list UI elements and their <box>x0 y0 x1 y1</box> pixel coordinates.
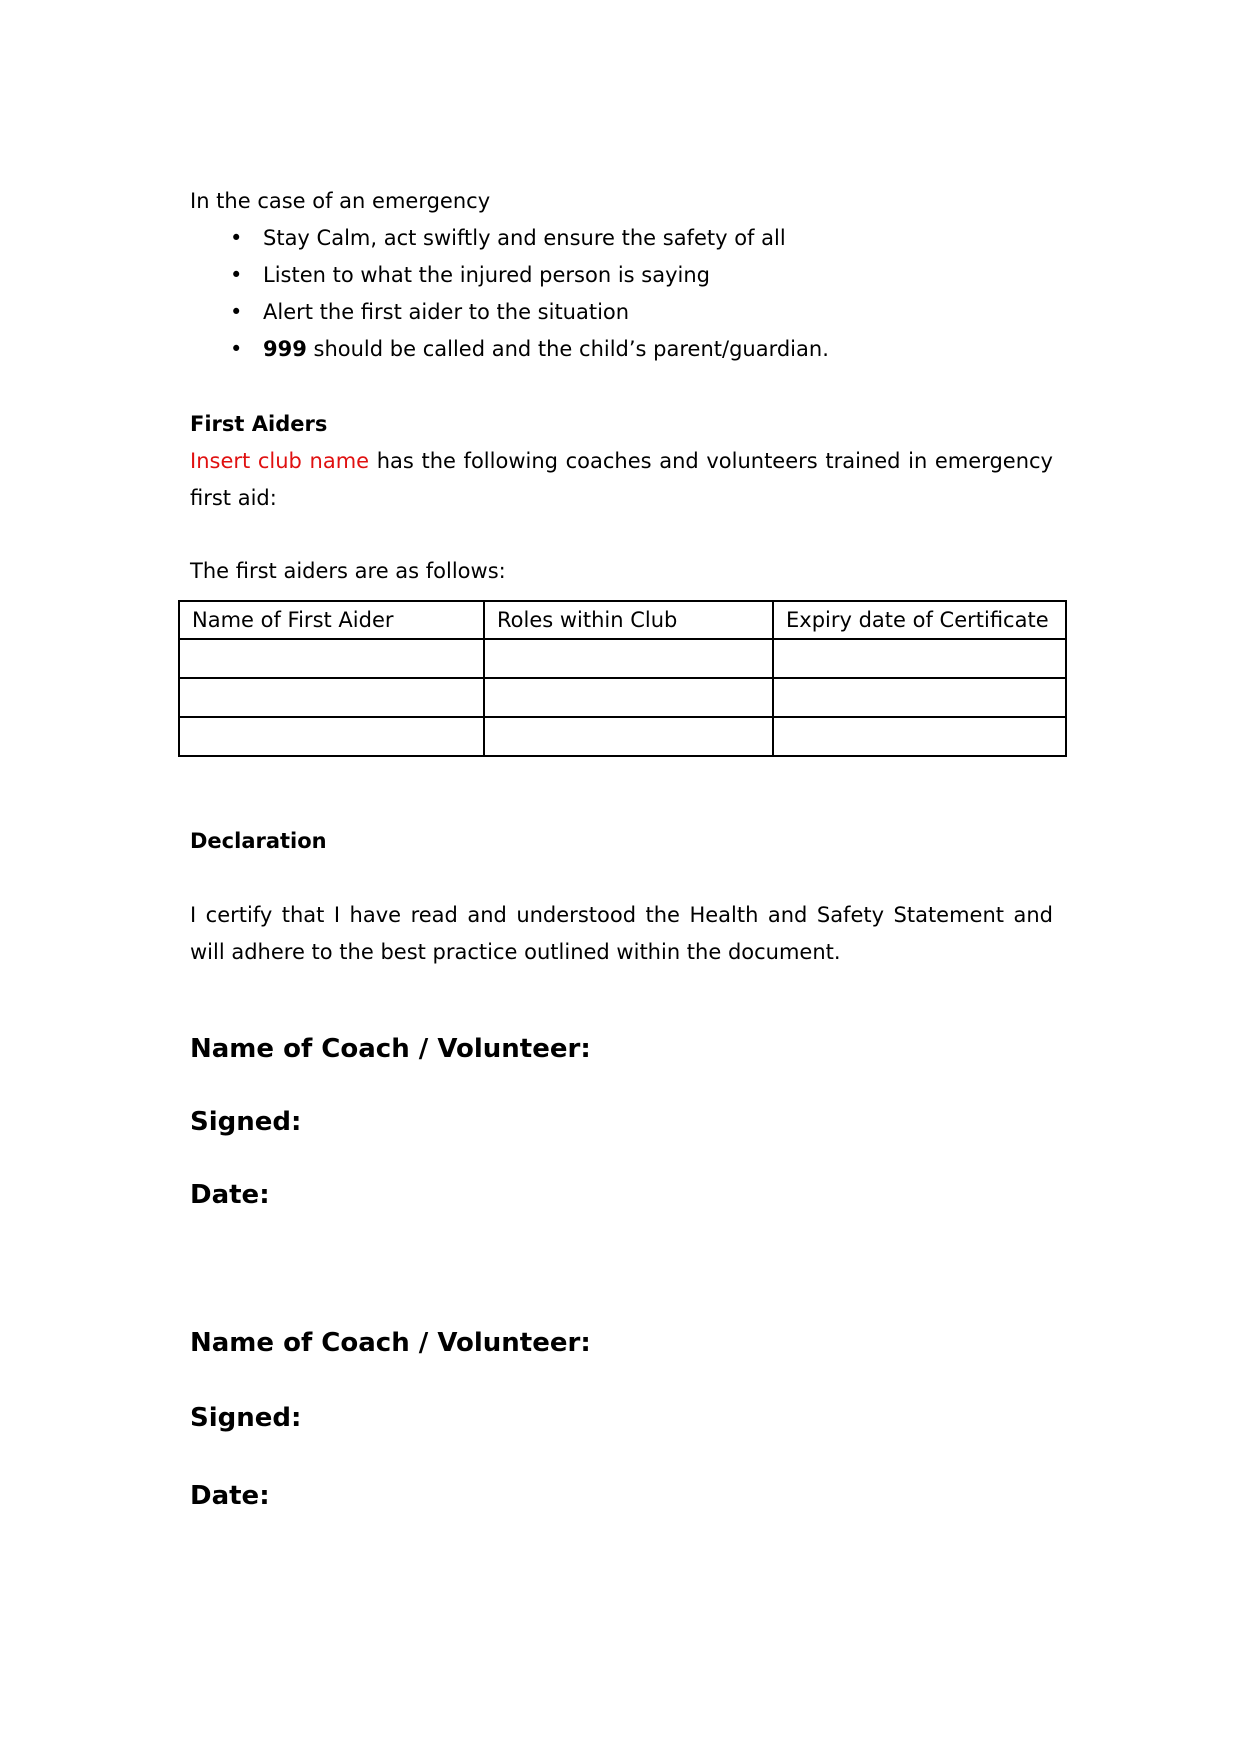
bullet-text: Stay Calm, act swiftly and ensure the safety of all <box>263 226 786 250</box>
table-intro-line: The first aiders are as follows: <box>190 559 506 583</box>
column-header-name: Name of First Aider <box>179 601 484 639</box>
table-row <box>179 678 1066 717</box>
declaration-body: I certify that I have read and understood the Health and Safety Statement and will adhere to the best practice outlined within the document. <box>190 903 1053 964</box>
first-aiders-table <box>178 600 1067 757</box>
club-sentence-rest: has the following coaches and volunteers trained in emergency first aid: <box>190 449 1053 510</box>
empty-cell <box>179 639 484 678</box>
bullet-icon: • <box>230 263 243 287</box>
bullet-icon: • <box>230 337 243 361</box>
table-header-row <box>179 601 1066 639</box>
list-item <box>190 331 1053 368</box>
bullet-bold-text: 999 <box>263 337 307 361</box>
empty-cell <box>773 678 1066 717</box>
empty-cell <box>484 678 773 717</box>
club-sentence <box>190 443 1053 517</box>
date-label-2: Date: <box>190 1481 270 1511</box>
bullet-text: Listen to what the injured person is saying <box>263 263 710 287</box>
bullet-icon: • <box>230 226 243 250</box>
empty-cell <box>773 717 1066 756</box>
empty-cell <box>773 639 1066 678</box>
emergency-bullet-list <box>190 220 1053 368</box>
empty-cell <box>179 717 484 756</box>
date-label-1: Date: <box>190 1180 270 1210</box>
insert-club-name-placeholder: Insert club name <box>190 449 370 473</box>
name-of-coach-label-2: Name of Coach / Volunteer: <box>190 1328 591 1358</box>
empty-cell <box>484 717 773 756</box>
emergency-intro-line: In the case of an emergency <box>190 189 491 213</box>
first-aiders-heading: First Aiders <box>190 412 328 436</box>
name-of-coach-label-1: Name of Coach / Volunteer: <box>190 1034 591 1064</box>
bullet-text: should be called and the child’s parent/guardian. <box>306 337 829 361</box>
table-row <box>179 717 1066 756</box>
list-item <box>190 294 1053 331</box>
list-item <box>190 257 1053 294</box>
empty-cell <box>179 678 484 717</box>
bullet-text: Alert the first aider to the situation <box>263 300 630 324</box>
signed-label-2: Signed: <box>190 1403 302 1433</box>
declaration-heading: Declaration <box>190 829 327 853</box>
bullet-icon: • <box>230 300 243 324</box>
column-header-roles: Roles within Club <box>484 601 773 639</box>
table-row <box>179 639 1066 678</box>
list-item <box>190 220 1053 257</box>
signed-label-1: Signed: <box>190 1107 302 1137</box>
column-header-expiry: Expiry date of Certificate <box>773 601 1066 639</box>
empty-cell <box>484 639 773 678</box>
